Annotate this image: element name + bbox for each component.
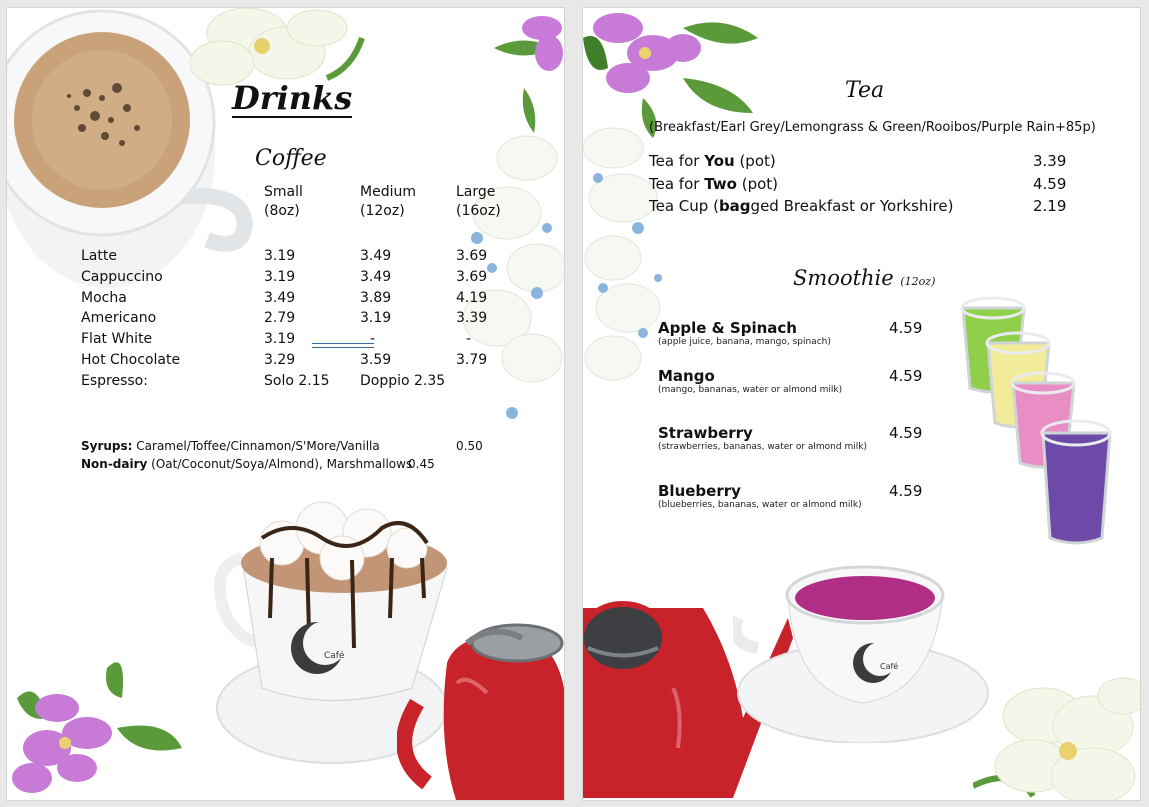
tea-item: Tea for You (pot) (649, 152, 776, 170)
price-medium: - (370, 331, 376, 348)
tea-price: 2.19 (1033, 197, 1067, 215)
syrups-price: 0.50 (456, 439, 483, 453)
tea-price: 3.39 (1033, 152, 1067, 170)
coffee-item-name: Mocha (81, 289, 127, 306)
coffee-item-name: Flat White (81, 331, 153, 348)
price-small: 3.19 (264, 331, 296, 348)
price-large: 4.19 (456, 289, 488, 306)
price-small: Solo 2.15 (264, 372, 330, 389)
price-medium: 3.59 (360, 351, 392, 368)
size-header-large: Large (16oz) (456, 184, 501, 219)
coffee-large-prices (456, 246, 487, 371)
tea-price: 4.59 (1033, 174, 1067, 193)
nondairy-price: 0.45 (408, 457, 435, 471)
coffee-item-name: Cappuccino (81, 268, 163, 285)
price-medium: 3.49 (360, 268, 392, 285)
tea-prices (1033, 150, 1066, 218)
price-medium: 3.19 (360, 310, 392, 327)
tea-varieties: (Breakfast/Earl Grey/Lemongrass & Green/Rooibos/Purple Rain+85p) (649, 120, 1096, 135)
tea-item: Tea for Two (pot) (649, 174, 779, 193)
syrups-line: Syrups: Caramel/Toffee/Cinnamon/S'More/Vanilla (81, 439, 380, 453)
price-large: 3.79 (456, 351, 488, 368)
menu-title: Drinks (232, 79, 353, 117)
tea-heading: Tea (845, 78, 885, 103)
nondairy-line: Non-dairy (Oat/Coconut/Soya/Almond), Marshmallows (81, 457, 413, 471)
price-small: 3.29 (264, 351, 296, 368)
coffee-heading: Coffee (255, 146, 327, 171)
price-medium: 3.89 (360, 289, 392, 306)
coffee-small-prices (264, 246, 330, 392)
tea-item: Tea Cup (bagged Breakfast or Yorkshire) (649, 197, 954, 215)
mug-logo-text: Café (324, 651, 345, 661)
purple-tea-cup-image (733, 553, 993, 743)
coffee-item-name: Americano (81, 310, 157, 327)
flower-decoration (973, 676, 1140, 800)
price-medium: Doppio 2.35 (360, 372, 446, 389)
price-large: 3.69 (456, 268, 488, 285)
smoothie-price: 4.59 (889, 319, 923, 337)
price-medium: 3.49 (360, 248, 392, 264)
menu-page-left (7, 8, 564, 800)
smoothie-heading-note: (12oz) (900, 275, 936, 288)
cup-logo-text: Café (880, 662, 899, 671)
smoothie-price: 4.59 (889, 367, 923, 385)
menu-page-right (583, 8, 1140, 800)
tea-item-names (649, 150, 953, 218)
price-small: 3.49 (264, 289, 296, 306)
smoothie-glasses-image (958, 293, 1138, 553)
size-header-medium: Medium (12oz) (360, 184, 416, 219)
price-small: 2.79 (264, 310, 296, 327)
divider-line (312, 343, 374, 348)
price-large: - (466, 331, 472, 348)
teapot-image (397, 603, 564, 800)
smoothie-item: Blueberry (blueberries, bananas, water or almond milk) (658, 482, 862, 510)
coffee-item-names (81, 246, 180, 392)
smoothie-item: Apple & Spinach (apple juice, banana, mango, spinach) (658, 319, 831, 347)
flower-decoration (7, 638, 187, 800)
coffee-medium-prices (360, 246, 445, 392)
coffee-item-name: Latte (81, 248, 117, 264)
price-small: 3.19 (264, 248, 296, 264)
smoothie-item: Mango (mango, bananas, water or almond milk) (658, 367, 843, 395)
size-header-small: Small (8oz) (264, 184, 303, 219)
coffee-item-name: Espresso: (81, 372, 148, 389)
smoothie-price: 4.59 (889, 482, 923, 500)
smoothie-heading: Smoothie (12oz) (793, 266, 936, 290)
smoothie-price: 4.59 (889, 424, 923, 442)
smoothie-item: Strawberry (strawberries, bananas, water or almond milk) (658, 424, 867, 452)
price-large: 3.69 (456, 248, 488, 264)
coffee-item-name: Hot Chocolate (81, 351, 181, 368)
price-small: 3.19 (264, 268, 296, 285)
price-large: 3.39 (456, 310, 488, 327)
